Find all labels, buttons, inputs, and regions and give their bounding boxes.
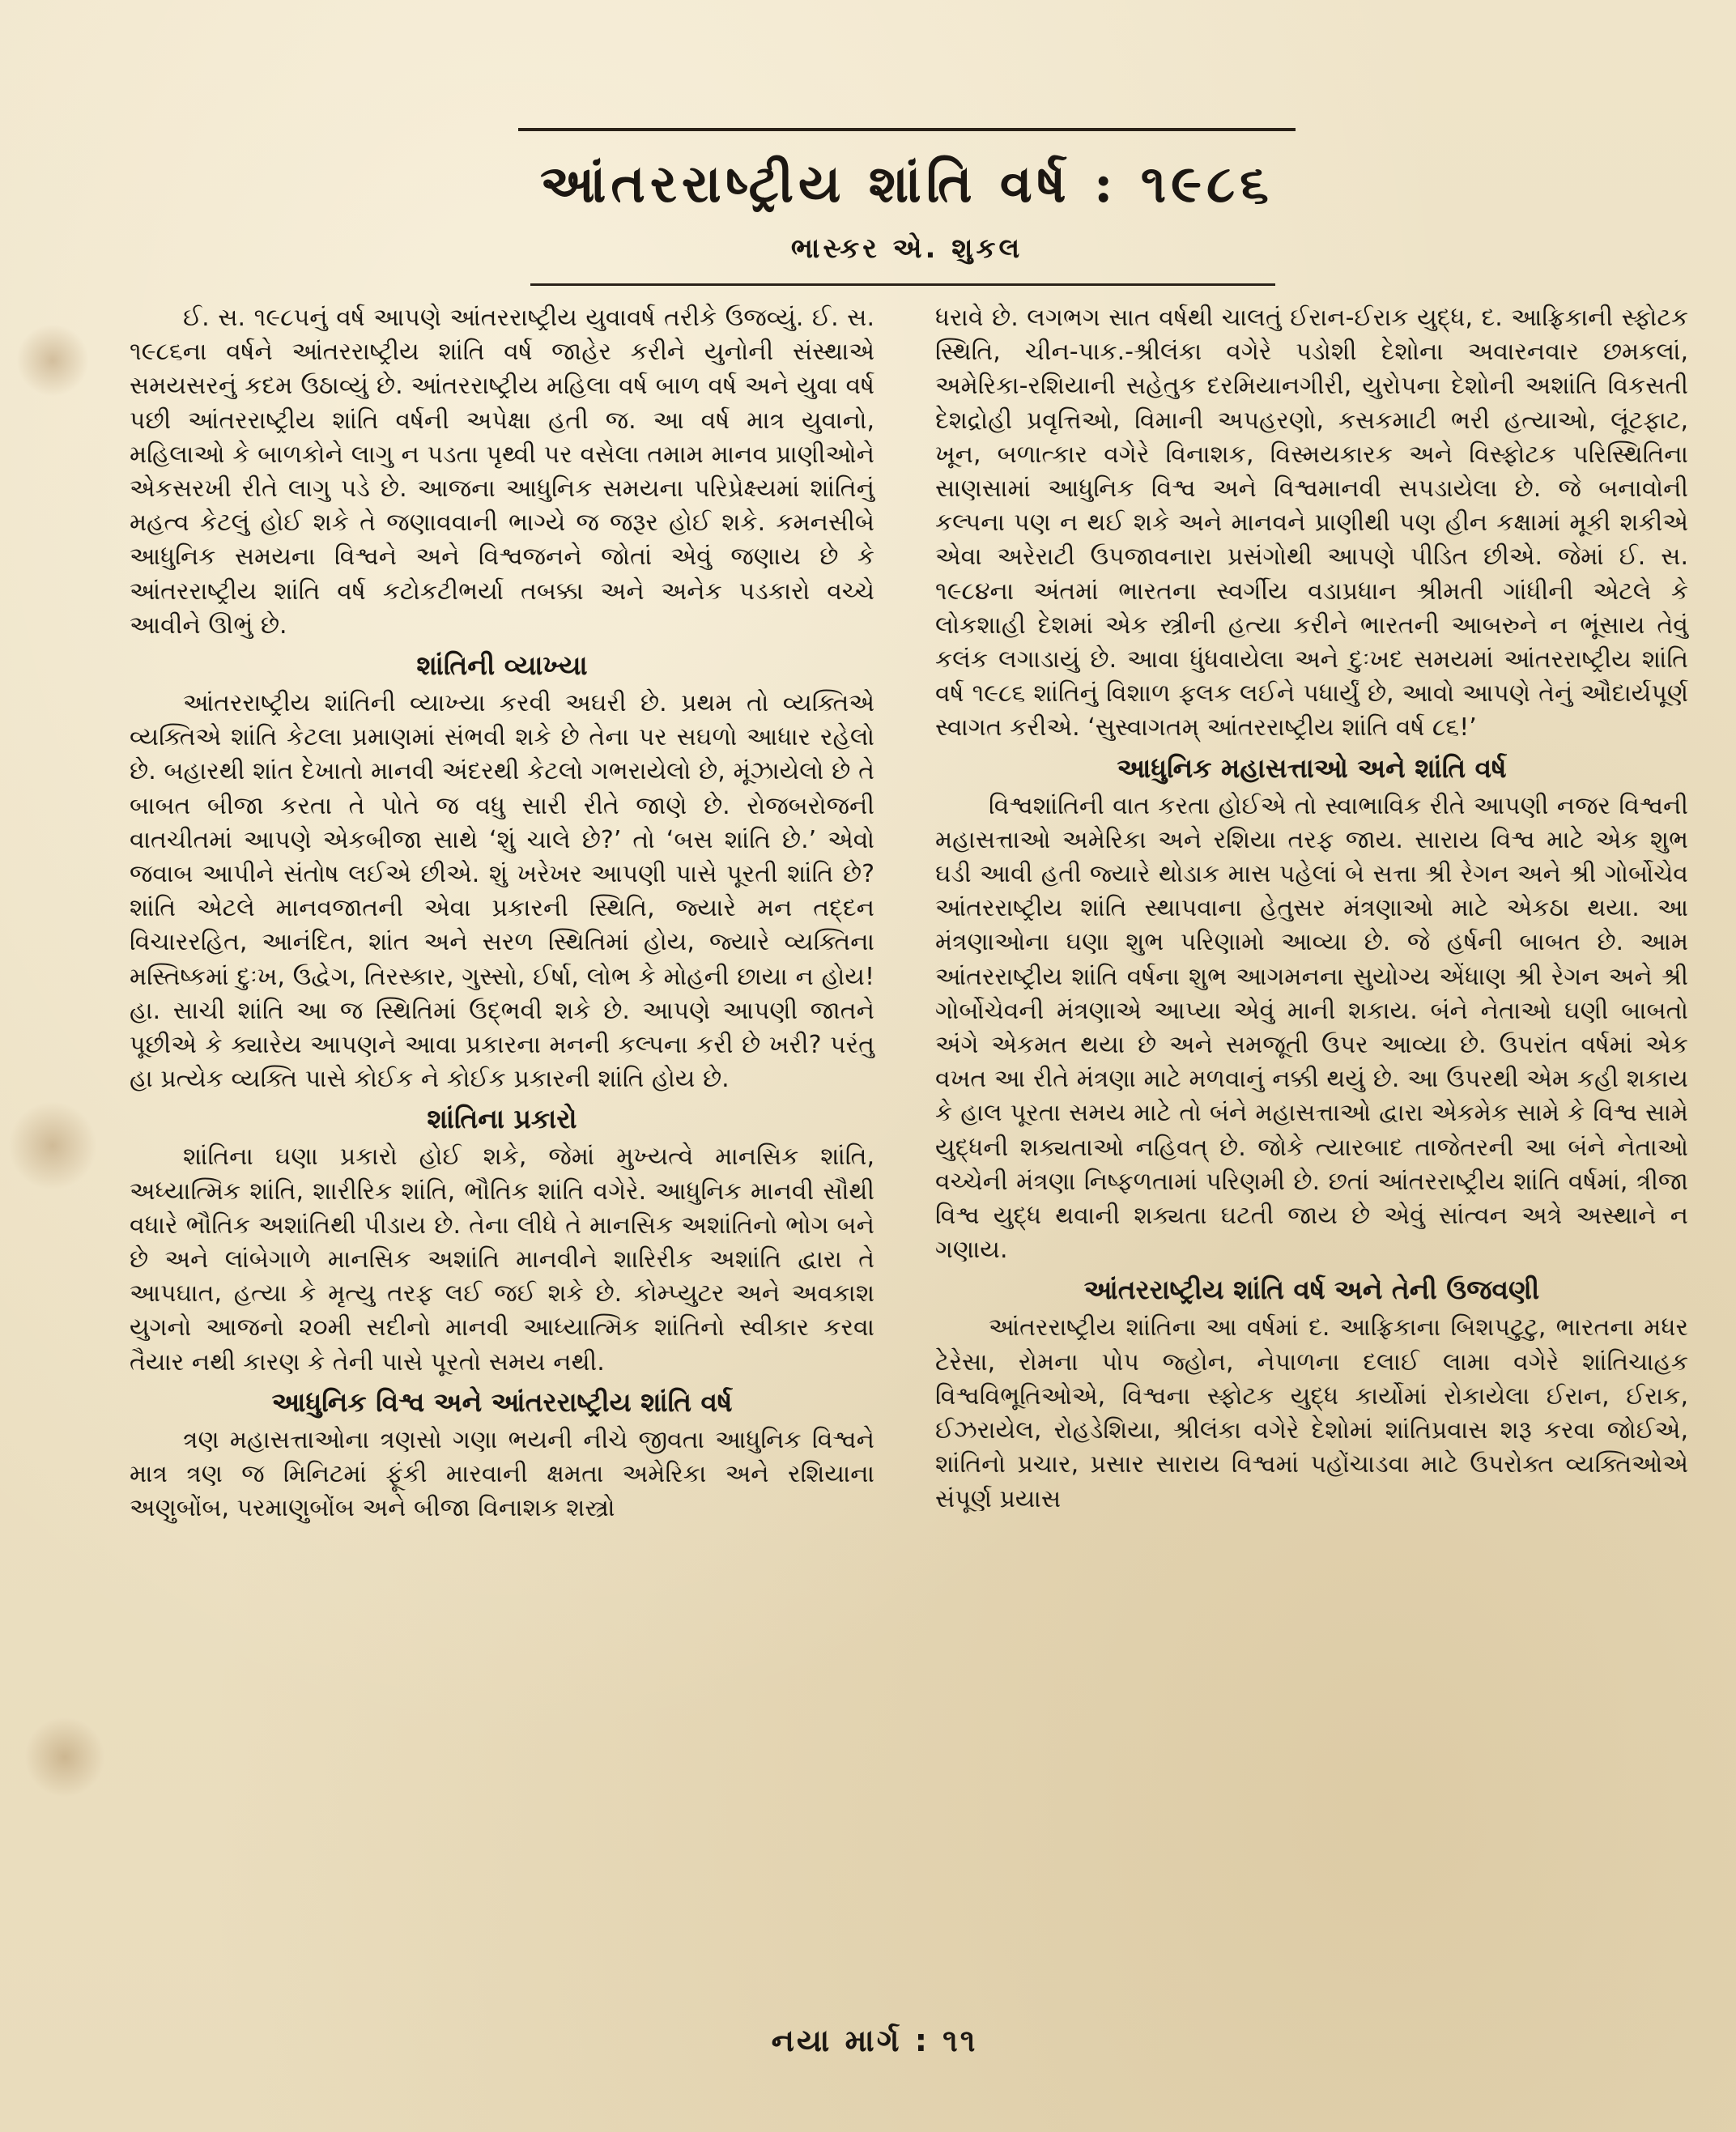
body-paragraph: આંતરરાષ્ટ્રીય શાંતિના આ વર્ષમાં દ. આફ્રિકાના બિશપટુટુ, ભારતના મધર ટેરેસા, રોમના પોપ જ્હોન, નેપાળના દલાઈ લામા વગેરે શાંતિચાહક વિશ્વવિભૂતિઓએ, વિશ્વના સ્ફોટક યુદ્ધ કાર્યોમાં રોકાયેલા ઈરાન, ઈરાક, ઈઝરાયેલ, રોહડેશિયા, શ્રીલંકા વગેરે દેશોમાં શાંતિપ્રવાસ શરૂ કરવા જોઈએ, શાંતિનો પ્રચાર, પ્રસાર સારાય વિશ્વમાં પહોંચાડવા માટે ઉપરોક્ત વ્યક્તિઓએ સંપૂર્ણ પ્રયાસ [935,1313,1688,1513]
article-author: ભાસ્કર એ. શુકલ [790,232,1023,265]
paper-stain [8,1101,97,1190]
article-title: આંતરરાષ્ટ્રીય શાંતિ વર્ષ : ૧૯૮૬ [539,154,1274,215]
body-paragraph: ત્રણ મહાસત્તાઓના ત્રણસો ગણા ભયની નીચે જીવતા આધુનિક વિશ્વને માત્ર ત્રણ જ મિનિટમાં ફૂંકી મારવાની ક્ષમતા અમેરિકા અને રશિયાના અણુબોંબ, પરમાણુબોંબ અને બીજા વિનાશક શસ્ત્રો [130,1425,874,1523]
section-heading: આધુનિક મહાસત્તાઓ અને શાંતિ વર્ષ [1117,751,1507,784]
right-column [935,301,1688,1517]
body-paragraph: શાંતિના ઘણા પ્રકારો હોઈ શકે, જેમાં મુખ્યત્વે માનસિક શાંતિ, અધ્યાત્મિક શાંતિ, શારીરિક શાંતિ, ભૌતિક શાંતિ વગેરે. આધુનિક માનવી સૌથી વધારે ભૌતિક અશાંતિથી પીડાય છે. તેના લીધે તે માનસિક અશાંતિનો ભોગ બને છે અને લાંબેગાળે માનસિક અશાંતિ માનવીને શારિરીક અશાંતિ દ્વારા તે આપઘાત, હત્યા કે મૃત્યુ તરફ લઈ જઈ શકે છે. કોમ્પ્યુટર અને અવકાશ યુગનો આજનો ૨૦મી સદીનો માનવી આધ્યાત્મિક શાંતિનો સ્વીકાર કરવા તૈયાર નથી કારણ કે તેની પાસે પૂરતો સમય નથી. [130,1143,874,1377]
section-heading: આંતરરાષ્ટ્રીય શાંતિ વર્ષ અને તેની ઉજવણી [1083,1274,1540,1306]
section-heading: શાંતિની વ્યાખ્યા [416,649,588,682]
section-heading: આધુનિક વિશ્વ અને આંતરરાષ્ટ્રીય શાંતિ વર્ષ [271,1385,733,1418]
title-top-rule [518,128,1296,131]
left-column [130,301,874,1526]
body-paragraph: આંતરરાષ્ટ્રીય શાંતિની વ્યાખ્યા કરવી અઘરી છે. પ્રથમ તો વ્યક્તિએ વ્યક્તિએ શાંતિ કેટલા પ્રમાણમાં સંભવી શકે છે તેના પર સઘળો આધાર રહેલો છે. બહારથી શાંત દેખાતો માનવી અંદરથી કેટલો ગભરાયેલો છે, મૂંઝાયેલો છે તે બાબત બીજા કરતા તે પોતે જ વધુ સારી રીતે જાણે છે. રોજબરોજની વાતચીતમાં આપણે એકબીજા સાથે ‘શું ચાલે છે?’ તો ‘બસ શાંતિ છે.’ એવો જવાબ આપીને સંતોષ લઈએ છીએ. શું ખરેખર આપણી પાસે પૂરતી શાંતિ છે? શાંતિ એટલે માનવજાતની એવા પ્રકારની સ્થિતિ, જ્યારે મન તદ્દન વિચારરહિત, આનંદિત, શાંત અને સરળ સ્થિતિમાં હોય, જ્યારે વ્યક્તિના મસ્તિષ્કમાં દુઃખ, ઉદ્વેગ, તિરસ્કાર, ગુસ્સો, ઈર્ષા, લોભ કે મોહની છાયા ન હોય! હા. સાચી શાંતિ આ જ સ્થિતિમાં ઉદ્ભવી શકે છે. આપણે આપણી જાતને પૂછીએ કે ક્યારેય આપણને આવા પ્રકારના મનની કલ્પના કરી છે ખરી? પરંતુ હા પ્રત્યેક વ્યક્તિ પાસે કોઈક ને કોઈક પ્રકારની શાંતિ હોય છે. [130,689,874,1094]
body-paragraph: ધરાવે છે. લગભગ સાત વર્ષથી ચાલતું ઈરાન-ઈરાક યુદ્ધ, દ. આફ્રિકાની સ્ફોટક સ્થિતિ, ચીન-પાક.-શ્રીલંકા વગેરે પડોશી દેશોના અવારનવાર છમકલાં, અમેરિકા-રશિયાની સહેતુક દરમિયાનગીરી, યુરોપના દેશોની અશાંતિ વિકસતી દેશદ્રોહી પ્રવૃત્તિઓ, વિમાની અપહરણો, કસકમાટી ભરી હત્યાઓ, લૂંટફાટ, ખૂન, બળાત્કાર વગેરે વિનાશક, વિસ્મયકારક અને વિસ્ફોટક પરિસ્થિતિના સાણસામાં આધુનિક વિશ્વ અને વિશ્વમાનવી સપડાયેલા છે. જે બનાવોની કલ્પના પણ ન થઈ શકે અને માનવને પ્રાણીથી પણ હીન કક્ષામાં મૂકી શકીએ એવા અરેરાટી ઉપજાવનારા પ્રસંગોથી આપણે પીડિત છીએ. જેમાં ઈ. સ. ૧૯૮૪ના અંતમાં ભારતના સ્વર્ગીય વડાપ્રધાન શ્રીમતી ગાંધીની એટલે કે લોકશાહી દેશમાં એક સ્ત્રીની હત્યા કરીને ભારતની આબરુને ન ભૂંસાય તેવું કલંક લગાડાયું છે. આવા ધુંધવાયેલા અને દુઃખદ સમયમાં આંતરરાષ્ટ્રીય શાંતિ વર્ષ ૧૯૮૬ શાંતિનું વિશાળ ફલક લઈને પધાર્યું છે, આવો આપણે તેનું ઔદાર્યપૂર્ણ સ્વાગત કરીએ. ‘સુસ્વાગતમ્ આંતરરાષ્ટ્રીય શાંતિ વર્ષ ૮૬!’ [935,304,1688,743]
page-footer: નયા માર્ગ : ૧૧ [771,2023,978,2058]
section-heading: શાંતિના પ્રકારો [427,1103,577,1135]
intro-paragraph: ઈ. સ. ૧૯૮૫નું વર્ષ આપણે આંતરરાષ્ટ્રીય યુવાવર્ષ તરીકે ઉજવ્યું. ઈ. સ. ૧૯૮૬ના વર્ષને આંતરરાષ્ટ્રીય શાંતિ વર્ષ જાહેર કરીને યુનોની સંસ્થાએ સમયસરનું કદમ ઉઠાવ્યું છે. આંતરરાષ્ટ્રીય મહિલા વર્ષ બાળ વર્ષ અને યુવા વર્ષ પછી આંતરરાષ્ટ્રીય શાંતિ વર્ષની અપેક્ષા હતી જ. આ વર્ષ માત્ર યુવાનો, મહિલાઓ કે બાળકોને લાગુ ન પડતા પૃથ્વી પર વસેલા તમામ માનવ પ્રાણીઓને એકસરખી રીતે લાગુ પડે છે. આજના આધુનિક સમયના પરિપ્રેક્ષ્યમાં શાંતિનું મહત્વ કેટલું હોઈ શકે તે જણાવવાની ભાગ્યે જ જરૂર હોઈ શકે. કમનસીબે આધુનિક સમયના વિશ્વને અને વિશ્વજનને જોતાં એવું જણાય છે કે આંતરરાષ્ટ્રીય શાંતિ વર્ષ કટોકટીભર્યા તબક્કા અને અનેક પડકારો વચ્ચે આવીને ઊભું છે. [130,304,874,640]
body-paragraph: વિશ્વશાંતિની વાત કરતા હોઈએ તો સ્વાભાવિક રીતે આપણી નજર વિશ્વની મહાસત્તાઓ અમેરિકા અને રશિયા તરફ જાય. સારાય વિશ્વ માટે એક શુભ ઘડી આવી હતી જ્યારે થોડાક માસ પહેલાં બે સત્તા શ્રી રેગન અને શ્રી ગોર્બોચેવ આંતરરાષ્ટ્રીય શાંતિ સ્થાપવાના હેતુસર મંત્રણાઓ માટે એકઠા થયા. આ મંત્રણાઓના ઘણા શુભ પરિણામો આવ્યા છે. જે હર્ષની બાબત છે. આમ આંતરરાષ્ટ્રીય શાંતિ વર્ષના શુભ આગમનના સુયોગ્ય એંધાણ શ્રી રેગન અને શ્રી ગોર્બોચેવની મંત્રણાએ આપ્યા એવું માની શકાય. બંને નેતાઓ ઘણી બાબતો અંગે એકમત થયા છે અને સમજૂતી ઉપર આવ્યા છે. ઉપરાંત વર્ષમાં એક વખત આ રીતે મંત્રણા માટે મળવાનું નક્કી થયું છે. આ ઉપરથી એમ કહી શકાય કે હાલ પૂરતા સમય માટે તો બંને મહાસત્તાઓ દ્વારા એકમેક સામે કે વિશ્વ સામે યુદ્ધની શક્યતાઓ નહિવત્ છે. જોકે ત્યારબાદ તાજેતરની આ બંને નેતાઓ વચ્ચેની મંત્રણા નિષ્ફળતામાં પરિણમી છે. છતાં આંતરરાષ્ટ્રીય શાંતિ વર્ષમાં, ત્રીજા વિશ્વ યુદ્ધ થવાની શક્યતા ઘટતી જાય છે એવું સાંત્વન અત્રે અસ્થાને ન ગણાય. [935,791,1688,1265]
paper-stain [16,324,89,397]
title-bottom-rule [530,283,1275,286]
paper-stain [24,1717,105,1798]
